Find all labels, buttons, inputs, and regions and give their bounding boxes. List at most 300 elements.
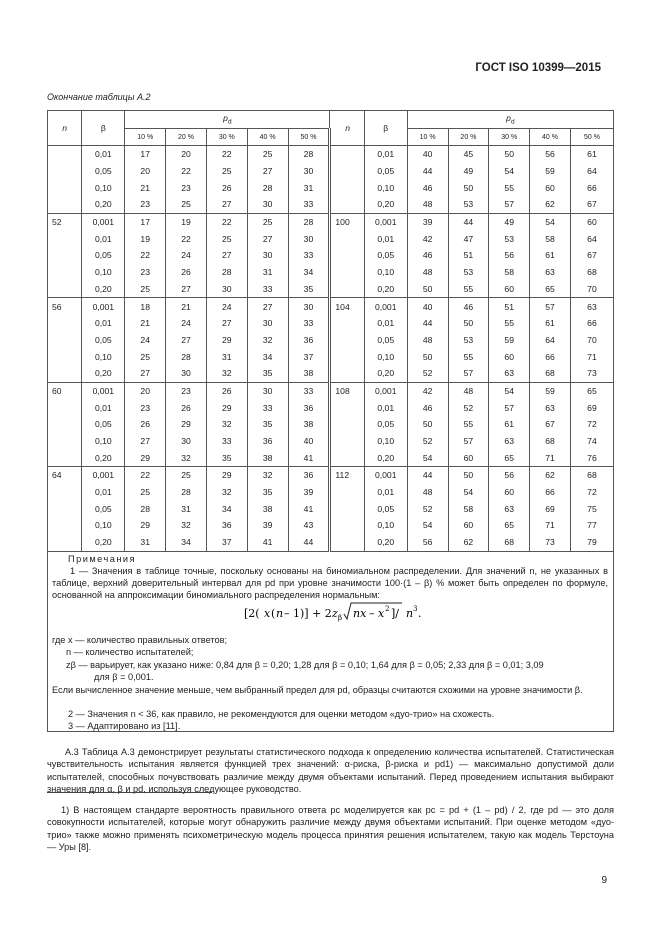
table-cell: 50 [448, 467, 489, 484]
table-cell: 73 [530, 534, 571, 551]
table-cell: 0,001 [364, 298, 407, 315]
table-cell: 53 [448, 196, 489, 213]
table-cell: 28 [288, 213, 330, 230]
table-row [48, 213, 614, 230]
table-cell: 0,01 [82, 315, 125, 332]
table-cell: 22 [125, 247, 166, 264]
table-cell: 69 [530, 500, 571, 517]
svg-text:n: n [276, 607, 284, 620]
table-cell: 18 [125, 298, 166, 315]
table-cell: 55 [489, 315, 530, 332]
table-cell: 22 [206, 146, 247, 163]
table-cell: 0,001 [364, 213, 407, 230]
table-row [48, 298, 614, 315]
table-cell: 55 [448, 281, 489, 298]
table-cell: 30 [247, 382, 288, 399]
table-cell: 29 [125, 449, 166, 466]
table-cell: 0,01 [364, 484, 407, 501]
table-cell: 30 [166, 433, 207, 450]
table-cell: 36 [288, 467, 330, 484]
table-cell: 34 [206, 500, 247, 517]
table-cell: 67 [570, 196, 613, 213]
table-cell: 0,20 [82, 365, 125, 382]
table-cell: 30 [206, 281, 247, 298]
table-cell: 22 [125, 467, 166, 484]
table-cell: 0,01 [364, 399, 407, 416]
table-cell: 54 [407, 449, 448, 466]
table-cell [48, 348, 82, 365]
table-cell: 25 [125, 281, 166, 298]
table-cell: 35 [206, 449, 247, 466]
table-cell: 69 [570, 399, 613, 416]
table-cell: 29 [206, 399, 247, 416]
table-cell: 43 [288, 517, 330, 534]
table-cell: 55 [448, 348, 489, 365]
table-cell [48, 247, 82, 264]
table-cell: 28 [247, 179, 288, 196]
pct-header: 50 % [570, 129, 613, 146]
table-cell: 49 [489, 213, 530, 230]
table-row [48, 382, 614, 399]
table-cell: 24 [166, 315, 207, 332]
table-cell: 31 [125, 534, 166, 551]
table-cell [330, 332, 364, 349]
table-cell: 48 [448, 382, 489, 399]
table-cell: 0,20 [82, 534, 125, 551]
pct-header: 40 % [247, 129, 288, 146]
table-cell: 33 [247, 399, 288, 416]
table-cell: 19 [125, 230, 166, 247]
table-cell: 56 [530, 146, 571, 163]
table-cell: 54 [530, 213, 571, 230]
table-cell: 48 [407, 196, 448, 213]
svg-text:2: 2 [385, 605, 390, 613]
table-cell: 27 [206, 247, 247, 264]
table-cell: 36 [206, 517, 247, 534]
table-cell: 0,10 [364, 517, 407, 534]
table-cell [48, 433, 82, 450]
table-cell: 44 [407, 315, 448, 332]
table-cell: 0,20 [364, 365, 407, 382]
table-cell: 61 [489, 416, 530, 433]
table-cell: 66 [530, 348, 571, 365]
table-cell: 32 [166, 449, 207, 466]
table-cell: 77 [570, 517, 613, 534]
svg-text:x: x [378, 607, 385, 620]
table-cell: 52 [448, 399, 489, 416]
table-cell [330, 348, 364, 365]
table-cell: 68 [489, 534, 530, 551]
table-cell: 75 [570, 500, 613, 517]
table-cell: 0,20 [364, 449, 407, 466]
table-cell [330, 281, 364, 298]
table-cell: 44 [288, 534, 330, 551]
table-cell: 64 [530, 332, 571, 349]
table-row [48, 365, 614, 382]
table-cell: 31 [206, 348, 247, 365]
table-cell [48, 449, 82, 466]
table-cell: 21 [125, 315, 166, 332]
table-row [48, 534, 614, 551]
table-cell: 76 [570, 449, 613, 466]
table-cell: 17 [125, 213, 166, 230]
table-cell: 57 [448, 365, 489, 382]
table-cell: 27 [125, 433, 166, 450]
table-cell: 31 [288, 179, 330, 196]
table-cell: 28 [206, 264, 247, 281]
table-cell [330, 264, 364, 281]
table-cell: 26 [206, 382, 247, 399]
table-cell: 26 [206, 179, 247, 196]
table-cell: 20 [166, 146, 207, 163]
data-table [47, 110, 614, 552]
footnote-divider [47, 792, 212, 793]
table-cell: 19 [166, 213, 207, 230]
table-cell: 25 [247, 213, 288, 230]
table-cell: 44 [407, 163, 448, 180]
table-cell: 0,20 [82, 449, 125, 466]
svg-text:z: z [332, 607, 338, 620]
table-cell: 22 [166, 163, 207, 180]
table-cell: 26 [166, 264, 207, 281]
table-cell: 57 [489, 399, 530, 416]
table-cell [330, 146, 364, 163]
table-cell: 23 [166, 179, 207, 196]
table-cell: 61 [530, 315, 571, 332]
table-cell: 50 [407, 281, 448, 298]
table-row [48, 449, 614, 466]
table-cell [330, 230, 364, 247]
table-cell: 29 [206, 467, 247, 484]
table-cell: 46 [407, 179, 448, 196]
table-cell: 0,05 [364, 247, 407, 264]
table-cell: 48 [407, 264, 448, 281]
table-cell: 54 [448, 484, 489, 501]
table-cell: 22 [166, 230, 207, 247]
table-cell: 60 [530, 179, 571, 196]
table-cell: 30 [166, 365, 207, 382]
table-cell: 60 [48, 382, 82, 399]
table-cell: 27 [125, 365, 166, 382]
table-cell: 27 [206, 196, 247, 213]
table-cell: 27 [166, 332, 207, 349]
table-cell: 64 [570, 163, 613, 180]
table-cell: 0,001 [364, 467, 407, 484]
header-n-left: n [48, 111, 82, 146]
table-cell: 0,01 [364, 146, 407, 163]
table-cell: 51 [489, 298, 530, 315]
table-cell: 68 [570, 467, 613, 484]
table-cell: 32 [247, 467, 288, 484]
table-cell: 36 [288, 399, 330, 416]
table-cell [330, 534, 364, 551]
pct-header: 30 % [489, 129, 530, 146]
table-cell: 55 [448, 416, 489, 433]
table-cell: 30 [288, 230, 330, 247]
table-cell: 0,05 [82, 332, 125, 349]
table-cell: 0,01 [82, 399, 125, 416]
table-cell: 0,10 [364, 264, 407, 281]
table-cell: 23 [125, 264, 166, 281]
table-cell: 17 [125, 146, 166, 163]
table-cell: 24 [125, 332, 166, 349]
table-cell: 42 [407, 382, 448, 399]
table-cell: 25 [125, 484, 166, 501]
table-cell: 27 [206, 315, 247, 332]
table-cell: 38 [288, 416, 330, 433]
table-row [48, 399, 614, 416]
table-cell: 27 [247, 298, 288, 315]
table-cell: 45 [448, 146, 489, 163]
table-cell: 42 [407, 230, 448, 247]
table-cell: 72 [570, 416, 613, 433]
table-cell [48, 146, 82, 163]
table-cell: 60 [570, 213, 613, 230]
table-cell: 44 [448, 213, 489, 230]
note-1: 1 — Значения в таблице точные, поскольку основаны на биномиальном распределении. Для значений n, не указанных в таблице, верхний доверительный интервал для pd при уровне значимости 100·(1 – β) % может быть определен по формуле, основанной на аппроксимации биномиального распределения нормальным: [52, 566, 608, 601]
table-cell [330, 399, 364, 416]
table-cell: 64 [570, 230, 613, 247]
svg-text:]/: ]/ [391, 607, 399, 620]
table-cell: 70 [570, 281, 613, 298]
table-cell: 0,05 [82, 163, 125, 180]
table-cell: 46 [407, 247, 448, 264]
table-cell [330, 315, 364, 332]
table-cell: 112 [330, 467, 364, 484]
table-cell [48, 399, 82, 416]
table-cell: 34 [166, 534, 207, 551]
table-cell: 54 [489, 382, 530, 399]
where-z: zβ — варьирует, как указано ниже: 0,84 для β = 0,20; 1,28 для β = 0,10; 1,64 для β = 0,05; 2,33 для β = 0,01; 3,09 [66, 660, 544, 670]
where-n: n — количество испытателей; [66, 647, 194, 657]
table-cell: 50 [489, 146, 530, 163]
table-cell: 23 [125, 196, 166, 213]
table-cell: 0,001 [82, 298, 125, 315]
table-cell: 34 [288, 264, 330, 281]
table-cell: 67 [530, 416, 571, 433]
table-cell: 21 [166, 298, 207, 315]
table-cell [48, 315, 82, 332]
table-cell: 27 [166, 281, 207, 298]
table-cell: 62 [448, 534, 489, 551]
table-cell: 0,001 [364, 382, 407, 399]
table-cell: 60 [489, 484, 530, 501]
notes-title: Примечания [68, 554, 137, 564]
table-cell: 34 [247, 348, 288, 365]
table-cell: 63 [489, 365, 530, 382]
table-cell: 52 [407, 365, 448, 382]
table-row [48, 163, 614, 180]
table-cell: 36 [288, 332, 330, 349]
table-cell [330, 416, 364, 433]
table-cell: 38 [247, 449, 288, 466]
table-cell: 64 [48, 467, 82, 484]
table-cell: 28 [125, 500, 166, 517]
table-cell: 61 [570, 146, 613, 163]
table-row [48, 332, 614, 349]
table-cell: 73 [570, 365, 613, 382]
table-cell: 0,05 [364, 332, 407, 349]
table-cell: 33 [288, 315, 330, 332]
header-n-right: n [330, 111, 364, 146]
table-cell: 33 [288, 382, 330, 399]
table-cell: 33 [247, 281, 288, 298]
table-cell: 47 [448, 230, 489, 247]
table-cell: 40 [407, 298, 448, 315]
table-cell: 32 [206, 365, 247, 382]
table-row [48, 315, 614, 332]
table-cell: 0,10 [364, 348, 407, 365]
table-cell: 0,05 [364, 163, 407, 180]
table-row [48, 230, 614, 247]
table-cell: 60 [489, 348, 530, 365]
table-cell: 58 [448, 500, 489, 517]
table-cell: 59 [530, 382, 571, 399]
svg-text:3: 3 [413, 605, 418, 613]
svg-text:– 1)] + 2: – 1)] + 2 [284, 607, 332, 620]
table-cell: 25 [166, 196, 207, 213]
table-cell: 29 [125, 517, 166, 534]
table-cell: 57 [489, 196, 530, 213]
table-cell: 37 [288, 348, 330, 365]
page-number: 9 [601, 875, 607, 886]
svg-text:x: x [264, 607, 271, 620]
svg-text:–: – [369, 607, 375, 620]
table-cell: 61 [530, 247, 571, 264]
table-cell: 41 [288, 500, 330, 517]
table-cell: 25 [247, 146, 288, 163]
table-cell: 63 [570, 298, 613, 315]
table-cell: 50 [448, 315, 489, 332]
pct-header: 20 % [448, 129, 489, 146]
table-cell: 30 [247, 315, 288, 332]
table-cell: 33 [288, 247, 330, 264]
table-cell: 58 [489, 264, 530, 281]
table-cell [48, 264, 82, 281]
table-cell: 56 [489, 247, 530, 264]
table-cell: 65 [489, 449, 530, 466]
table-cell [48, 416, 82, 433]
table-cell: 66 [530, 484, 571, 501]
table-cell: 31 [166, 500, 207, 517]
table-cell: 52 [48, 213, 82, 230]
table-cell: 39 [407, 213, 448, 230]
pct-header: 30 % [206, 129, 247, 146]
section-a3-paragraph: А.3 Таблица А.3 демонстрирует результаты статистического подхода к определению количества испытателей. Статистическая чувствительность испытания является функцией трех значений: α-риска, β-риска и pd1) — максимально допустимой доли испытателей, способных почувствовать различие между двумя объектами испытаний. Перед проведением испытания выбирают значения для α, β и pd, используя следующее руководство. [47, 747, 614, 794]
table-cell [330, 517, 364, 534]
table-cell: 25 [166, 467, 207, 484]
table-cell: 0,05 [82, 416, 125, 433]
svg-text:.: . [418, 607, 422, 620]
table-cell: 41 [288, 449, 330, 466]
table-cell: 0,01 [82, 230, 125, 247]
table-cell: 65 [489, 517, 530, 534]
table-cell [330, 179, 364, 196]
table-cell [330, 449, 364, 466]
table-cell: 0,10 [82, 517, 125, 534]
footnote: 1) В настоящем стандарте вероятность правильного ответа pc моделируется как pc = pd + (1 – pd) / 2, где pd — это доля совокупности испытателей, которые могут обнаружить различие между двумя объектами испытаний. При оценке методом «дуо-трио» также можно применять психометрическую модель процесса принятия решения испытателем, такую как модель Терстоуна — Уры [8]. [47, 805, 614, 852]
table-cell: 60 [489, 281, 530, 298]
table-cell: 40 [407, 146, 448, 163]
table-cell: 0,01 [364, 315, 407, 332]
table-cell: 33 [206, 433, 247, 450]
table-cell: 66 [570, 179, 613, 196]
table-cell: 65 [530, 281, 571, 298]
table-cell: 55 [489, 179, 530, 196]
table-cell: 52 [407, 433, 448, 450]
table-cell: 0,10 [82, 433, 125, 450]
table-cell: 32 [206, 416, 247, 433]
table-cell: 60 [448, 449, 489, 466]
table-row [48, 433, 614, 450]
table-row [48, 247, 614, 264]
table-cell: 28 [288, 146, 330, 163]
table-cell: 52 [407, 500, 448, 517]
table-cell: 63 [489, 433, 530, 450]
table-cell: 0,20 [82, 281, 125, 298]
table-cell: 44 [407, 467, 448, 484]
table-cell: 58 [530, 230, 571, 247]
table-cell: 54 [489, 163, 530, 180]
note-less: Если вычисленное значение меньше, чем выбранный предел для pd, образцы считаются схожими на уровне значимости β. [52, 685, 583, 695]
table-cell: 0,10 [82, 179, 125, 196]
table-cell: 68 [530, 433, 571, 450]
table-cell: 35 [247, 365, 288, 382]
table-cell: 0,01 [82, 484, 125, 501]
table-cell [330, 433, 364, 450]
table-cell: 65 [570, 382, 613, 399]
table-cell: 62 [530, 196, 571, 213]
table-cell: 104 [330, 298, 364, 315]
table-cell: 56 [48, 298, 82, 315]
svg-text:n: n [406, 607, 414, 620]
document-id: ГОСТ ISO 10399—2015 [475, 62, 601, 74]
table-cell: 40 [288, 433, 330, 450]
table-cell: 29 [166, 416, 207, 433]
table-cell: 0,01 [364, 230, 407, 247]
svg-text:[2(: [2( [244, 607, 260, 620]
table-cell: 0,10 [364, 433, 407, 450]
table-cell: 57 [448, 433, 489, 450]
table-cell: 51 [448, 247, 489, 264]
table-row [48, 146, 614, 163]
table-row [48, 484, 614, 501]
svg-text:nx: nx [353, 607, 367, 620]
table-cell: 25 [206, 163, 247, 180]
table-row [48, 348, 614, 365]
table-row [48, 196, 614, 213]
table-cell: 35 [247, 484, 288, 501]
table-cell: 0,001 [82, 382, 125, 399]
pct-header: 20 % [166, 129, 207, 146]
svg-text:(: ( [271, 607, 276, 620]
table-cell: 57 [530, 298, 571, 315]
table-cell: 37 [206, 534, 247, 551]
table-cell [48, 179, 82, 196]
pct-header: 50 % [288, 129, 330, 146]
table-cell: 29 [206, 332, 247, 349]
table-cell: 53 [489, 230, 530, 247]
table-cell: 20 [125, 163, 166, 180]
table-cell: 71 [530, 449, 571, 466]
pct-header: 10 % [407, 129, 448, 146]
table-cell: 60 [448, 517, 489, 534]
table-cell [330, 500, 364, 517]
table-cell [330, 484, 364, 501]
table-cell: 38 [288, 365, 330, 382]
table-cell: 50 [448, 179, 489, 196]
table-cell: 0,10 [82, 264, 125, 281]
